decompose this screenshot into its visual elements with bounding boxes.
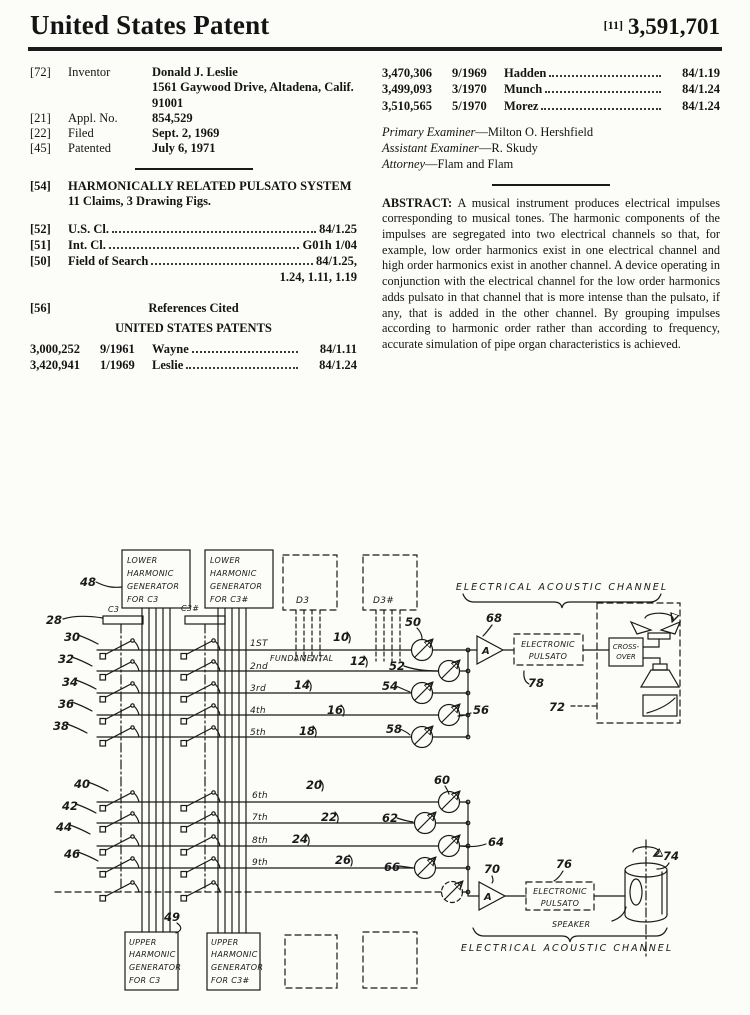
patent-number bbox=[604, 14, 720, 40]
cited-patent-row bbox=[382, 98, 720, 114]
leader-line bbox=[492, 876, 493, 883]
section-divider bbox=[135, 168, 253, 170]
leader-line bbox=[612, 907, 626, 921]
cited-patent-row bbox=[382, 65, 720, 81]
brace bbox=[473, 928, 667, 942]
masthead bbox=[0, 0, 750, 41]
box-label: FOR C3 bbox=[129, 976, 161, 985]
crossover-box bbox=[609, 638, 643, 666]
cited-number: 3,499,093 bbox=[382, 82, 432, 97]
rotary-horn-icon bbox=[631, 622, 651, 634]
cited-patent-row bbox=[30, 357, 357, 373]
dot-leader bbox=[549, 75, 661, 77]
ref-numeral-78: 78 bbox=[528, 676, 545, 690]
ref-numeral-20: 20 bbox=[306, 778, 323, 792]
appl-no-row bbox=[30, 111, 357, 126]
rotation-arrow-icon bbox=[645, 613, 673, 619]
abstract-label: ABSTRACT: bbox=[382, 195, 453, 210]
box-label: HARMONIC bbox=[211, 950, 258, 959]
box-label: GENERATOR bbox=[129, 963, 182, 972]
bus-label-7th: 7th bbox=[252, 813, 268, 823]
search-value-line2: 1.24, 1.11, 1.19 bbox=[279, 269, 357, 284]
field-label: Inventor bbox=[68, 65, 111, 79]
cone-speaker-icon bbox=[641, 670, 679, 687]
ref-numeral-60: 60 bbox=[434, 773, 451, 787]
filed-row bbox=[30, 126, 357, 141]
cited-number: 3,000,252 bbox=[30, 341, 80, 356]
amplifier-70 bbox=[479, 882, 505, 910]
examiner-role: Primary Examiner bbox=[382, 124, 476, 139]
speaker-grille bbox=[630, 879, 642, 905]
d3-sharp-generator-box bbox=[363, 555, 417, 661]
field-label: Appl. No. bbox=[68, 110, 118, 125]
left-column bbox=[30, 65, 357, 373]
bus-label-4th: 4th bbox=[250, 706, 266, 716]
section-divider bbox=[492, 184, 610, 186]
field-of-search-row bbox=[30, 253, 357, 269]
ref-numeral-76: 76 bbox=[556, 857, 573, 871]
leader-line bbox=[72, 657, 92, 666]
box-label: GENERATOR bbox=[211, 963, 264, 972]
box-label: D3 bbox=[296, 596, 310, 606]
speaker-driver bbox=[653, 664, 667, 670]
ref-numeral-18: 18 bbox=[299, 724, 316, 738]
box-label: LOWER bbox=[210, 556, 241, 565]
box-label: CROSS- bbox=[612, 643, 640, 651]
leader-line bbox=[417, 628, 422, 639]
upper-group-bus-lines bbox=[97, 650, 477, 737]
box-label: GENERATOR bbox=[210, 582, 263, 591]
leader-line bbox=[78, 852, 98, 861]
field-tag: [56] bbox=[30, 300, 51, 315]
box-label: OVER bbox=[616, 653, 636, 661]
search-value: 84/1.25, bbox=[316, 254, 357, 269]
lower-harmonic-generator-c3-box bbox=[122, 550, 190, 608]
examiner-role: Assistant Examiner bbox=[382, 141, 479, 155]
cited-name: Leslie bbox=[152, 357, 184, 372]
upper-harmonic-generator-c3-box bbox=[125, 932, 181, 990]
ref-numeral-66: 66 bbox=[384, 860, 401, 874]
dot-leader bbox=[192, 351, 298, 353]
field-tag: [51] bbox=[30, 238, 51, 252]
bus-label-1st: 1ST bbox=[250, 639, 268, 649]
dash: — bbox=[475, 124, 488, 139]
cited-patent-row bbox=[30, 341, 357, 357]
int-class-label: Int. Cl. bbox=[68, 238, 106, 252]
leader-line bbox=[554, 871, 563, 881]
field-tag: [45] bbox=[30, 141, 51, 156]
cited-date: 5/1970 bbox=[452, 98, 487, 113]
box-label: UPPER bbox=[129, 938, 157, 947]
bus-label-5th: 5th bbox=[250, 728, 266, 738]
invention-title: HARMONICALLY RELATED PULSATO SYSTEM bbox=[68, 178, 352, 193]
patent-number-tag: [11] bbox=[603, 18, 623, 32]
cited-date: 9/1961 bbox=[100, 341, 135, 356]
cited-name: Hadden bbox=[504, 66, 547, 80]
electronic-pulsato-top-box bbox=[514, 634, 583, 665]
baffle-curve bbox=[647, 698, 675, 713]
field-tag: [72] bbox=[30, 65, 51, 79]
ref-numeral-28: 28 bbox=[46, 613, 63, 627]
box-label: FOR C3# bbox=[210, 595, 249, 604]
ref-numeral-72: 72 bbox=[549, 700, 566, 714]
box-label: ELECTRONIC bbox=[521, 640, 575, 649]
patent-figure-schematic bbox=[0, 530, 750, 1015]
key-label: C3# bbox=[181, 604, 200, 613]
cited-class: 84/1.11 bbox=[319, 341, 357, 356]
ref-numeral-30: 30 bbox=[64, 630, 81, 644]
signal-wire bbox=[643, 639, 659, 647]
box-label: PULSATO bbox=[540, 899, 580, 908]
abstract bbox=[382, 196, 720, 353]
signal-wire bbox=[643, 658, 660, 664]
bibliographic-columns bbox=[0, 51, 750, 373]
bus-label-6th: 6th bbox=[252, 791, 268, 801]
leader-line bbox=[67, 724, 87, 733]
ref-numeral-14: 14 bbox=[294, 678, 311, 692]
box-label: FOR C3# bbox=[211, 976, 250, 985]
ref-numeral-52: 52 bbox=[389, 659, 406, 673]
dash: — bbox=[478, 141, 492, 155]
leader-line bbox=[96, 582, 122, 587]
cited-name: Wayne bbox=[152, 341, 189, 356]
electrical-acoustic-channel-label-bottom: ELECTRICAL ACOUSTIC CHANNEL bbox=[460, 943, 674, 954]
leader-line bbox=[72, 702, 92, 711]
inventor-value bbox=[152, 65, 354, 111]
patent-number-value: 3,591,701 bbox=[628, 14, 720, 39]
attorney-role: Attorney bbox=[382, 157, 426, 172]
horn-base bbox=[648, 633, 670, 639]
leader-line bbox=[76, 680, 96, 689]
inventor-name: Donald J. Leslie bbox=[152, 65, 238, 79]
field-label: Filed bbox=[68, 126, 94, 140]
ref-numeral-54: 54 bbox=[382, 679, 399, 693]
patent-title: United States Patent bbox=[30, 10, 270, 40]
cited-number: 3,510,565 bbox=[382, 98, 432, 113]
box-label: D3# bbox=[373, 596, 395, 606]
box-label: HARMONIC bbox=[129, 950, 176, 959]
leader-line bbox=[460, 844, 486, 847]
int-class-row bbox=[30, 237, 357, 253]
examiners-block bbox=[382, 124, 720, 173]
ref-numeral-56: 56 bbox=[473, 703, 490, 717]
ref-numeral-74: 74 bbox=[663, 849, 680, 863]
ref-numeral-16: 16 bbox=[327, 703, 344, 717]
ref-numeral-42: 42 bbox=[62, 799, 79, 813]
assistant-examiner-row bbox=[382, 140, 720, 156]
invention-title-row bbox=[30, 179, 357, 210]
field-tag: [54] bbox=[30, 178, 51, 193]
bus-label-8th: 8th bbox=[252, 836, 268, 846]
leader-line bbox=[88, 782, 108, 791]
right-column bbox=[382, 65, 720, 373]
rotary-drum-speaker bbox=[625, 840, 667, 957]
filed-value: Sept. 2, 1969 bbox=[152, 126, 220, 140]
ref-numeral-24: 24 bbox=[292, 832, 309, 846]
box-label: LOWER bbox=[127, 556, 158, 565]
d3-generator-box bbox=[283, 555, 337, 661]
box-label: GENERATOR bbox=[127, 582, 180, 591]
box-label: HARMONIC bbox=[210, 569, 257, 578]
ref-numeral-64: 64 bbox=[488, 835, 505, 849]
speaker-label: SPEAKER bbox=[552, 920, 591, 929]
ref-numeral-26: 26 bbox=[335, 853, 352, 867]
examiner-name: R. Skudy bbox=[491, 141, 538, 155]
leader-line bbox=[78, 635, 98, 644]
box-label: UPPER bbox=[211, 938, 239, 947]
inventor-zip: 91001 bbox=[152, 95, 184, 110]
cited-date: 3/1970 bbox=[452, 82, 487, 97]
empty-generator-box bbox=[363, 932, 417, 988]
leader-line bbox=[397, 818, 413, 822]
field-tag: [22] bbox=[30, 126, 51, 140]
leader-line bbox=[76, 804, 96, 813]
leader-line bbox=[396, 686, 410, 692]
brace bbox=[463, 594, 661, 608]
ref-numeral-44: 44 bbox=[56, 820, 73, 834]
dot-leader bbox=[151, 263, 313, 265]
references-heading bbox=[30, 301, 357, 316]
amp-label: A bbox=[482, 646, 490, 657]
ref-numeral-62: 62 bbox=[382, 811, 399, 825]
bus-label-2nd: 2nd bbox=[250, 662, 269, 672]
field-tag: [50] bbox=[30, 254, 51, 269]
box-label: HARMONIC bbox=[127, 569, 174, 578]
leader-line bbox=[483, 625, 492, 636]
generator-wire-bundles bbox=[142, 608, 246, 933]
field-tag: [21] bbox=[30, 110, 51, 125]
ref-numeral-46: 46 bbox=[64, 847, 81, 861]
dot-leader bbox=[186, 367, 298, 369]
us-class-row bbox=[30, 221, 357, 237]
ref-numeral-68: 68 bbox=[486, 611, 503, 625]
attorney-row bbox=[382, 156, 720, 172]
ref-numeral-49: 49 bbox=[164, 910, 181, 924]
claims-note: 11 Claims, 3 Drawing Figs. bbox=[68, 194, 212, 209]
ref-numeral-34: 34 bbox=[62, 675, 79, 689]
ref-numeral-22: 22 bbox=[321, 810, 338, 824]
references-title: References Cited bbox=[148, 300, 239, 315]
empty-generator-box bbox=[285, 935, 337, 988]
inventor-row bbox=[30, 65, 357, 111]
box-label: FOR C3 bbox=[127, 595, 159, 604]
patented-value: July 6, 1971 bbox=[152, 141, 216, 156]
amplifier-68 bbox=[477, 636, 503, 664]
cited-patent-row bbox=[382, 81, 720, 97]
cited-number: 3,420,941 bbox=[30, 357, 80, 372]
us-class-label: U.S. Cl. bbox=[68, 221, 109, 236]
patented-row bbox=[30, 141, 357, 156]
cited-date: 1/1969 bbox=[100, 357, 135, 372]
leader-line bbox=[70, 825, 90, 834]
leader-line bbox=[445, 786, 449, 794]
dot-leader bbox=[112, 231, 316, 233]
ref-numeral-38: 38 bbox=[53, 719, 70, 733]
cited-name: Munch bbox=[504, 82, 543, 97]
examiner-name: Milton O. Hershfield bbox=[487, 124, 594, 139]
bus-label-9th: 9th bbox=[252, 858, 268, 868]
ref-numeral-48: 48 bbox=[80, 575, 97, 589]
cited-class: 84/1.19 bbox=[682, 66, 720, 80]
cited-class: 84/1.24 bbox=[682, 98, 720, 113]
lower-harmonic-generator-c3-sharp-box bbox=[205, 550, 273, 608]
abstract-text: A musical instrument produces electrical impulses corresponding to musical tones. The harmonic components of the impulses are segregated into two electrical channels so that, for example, low order harmonics exist in one electrical channel and high order harmonics exist in another channel. A device operating in conjunction with the electrical channel for the low order harmonics adds pulsato in that channel that is more intense than the pulsato, if any, that is added in the other channel. By grouping impulses according to harmonic order rather than according to frequency, accurate simulation of pipe organ characteristics is achieved. bbox=[382, 195, 720, 352]
cited-date: 9/1969 bbox=[452, 66, 487, 80]
volume-potentiometers-lower bbox=[415, 792, 463, 903]
ref-numeral-40: 40 bbox=[74, 777, 91, 791]
fundamental-label: FUNDAMENTAL bbox=[270, 654, 334, 663]
bus-label-3rd: 3rd bbox=[250, 684, 267, 694]
rotary-horn-icon bbox=[661, 622, 680, 634]
dot-leader bbox=[545, 91, 661, 93]
ref-numeral-10: 10 bbox=[333, 630, 350, 644]
ref-numeral-70: 70 bbox=[484, 862, 501, 876]
invention-title-block bbox=[68, 179, 352, 210]
dot-leader bbox=[541, 108, 661, 110]
field-label: Patented bbox=[68, 141, 112, 156]
electrical-acoustic-channel-label-top: ELECTRICAL ACOUSTIC CHANNEL bbox=[455, 582, 669, 593]
us-class-value: 84/1.25 bbox=[319, 221, 357, 236]
box-label: ELECTRONIC bbox=[533, 887, 587, 896]
us-patents-subheading: UNITED STATES PATENTS bbox=[115, 320, 272, 335]
upper-harmonic-generator-c3-sharp-box bbox=[207, 933, 263, 990]
ref-numeral-12: 12 bbox=[350, 654, 367, 668]
attorney-name: Flam and Flam bbox=[437, 157, 514, 172]
int-class-value: G01h 1/04 bbox=[302, 238, 357, 252]
dash: — bbox=[425, 157, 438, 172]
ref-numeral-58: 58 bbox=[386, 722, 403, 736]
ref-numeral-50: 50 bbox=[405, 615, 422, 629]
leader-line bbox=[404, 666, 438, 671]
inventor-address: 1561 Gaywood Drive, Altadena, Calif. bbox=[152, 80, 354, 95]
cited-class: 84/1.24 bbox=[682, 82, 720, 97]
leader-line bbox=[63, 616, 103, 619]
cited-class: 84/1.24 bbox=[319, 357, 357, 372]
ref-numeral-36: 36 bbox=[58, 697, 75, 711]
primary-examiner-row bbox=[382, 124, 720, 140]
appl-no-value: 854,529 bbox=[152, 110, 193, 125]
search-label: Field of Search bbox=[68, 254, 149, 269]
cited-number: 3,470,306 bbox=[382, 66, 432, 80]
key-label: C3 bbox=[108, 605, 120, 614]
electronic-pulsato-bottom-box bbox=[526, 882, 594, 910]
cited-name: Morez bbox=[504, 98, 539, 113]
amp-label: A bbox=[484, 892, 492, 903]
field-tag: [52] bbox=[30, 221, 51, 236]
dot-leader bbox=[109, 247, 300, 249]
ref-numeral-32: 32 bbox=[58, 652, 75, 666]
box-label: PULSATO bbox=[528, 652, 568, 661]
